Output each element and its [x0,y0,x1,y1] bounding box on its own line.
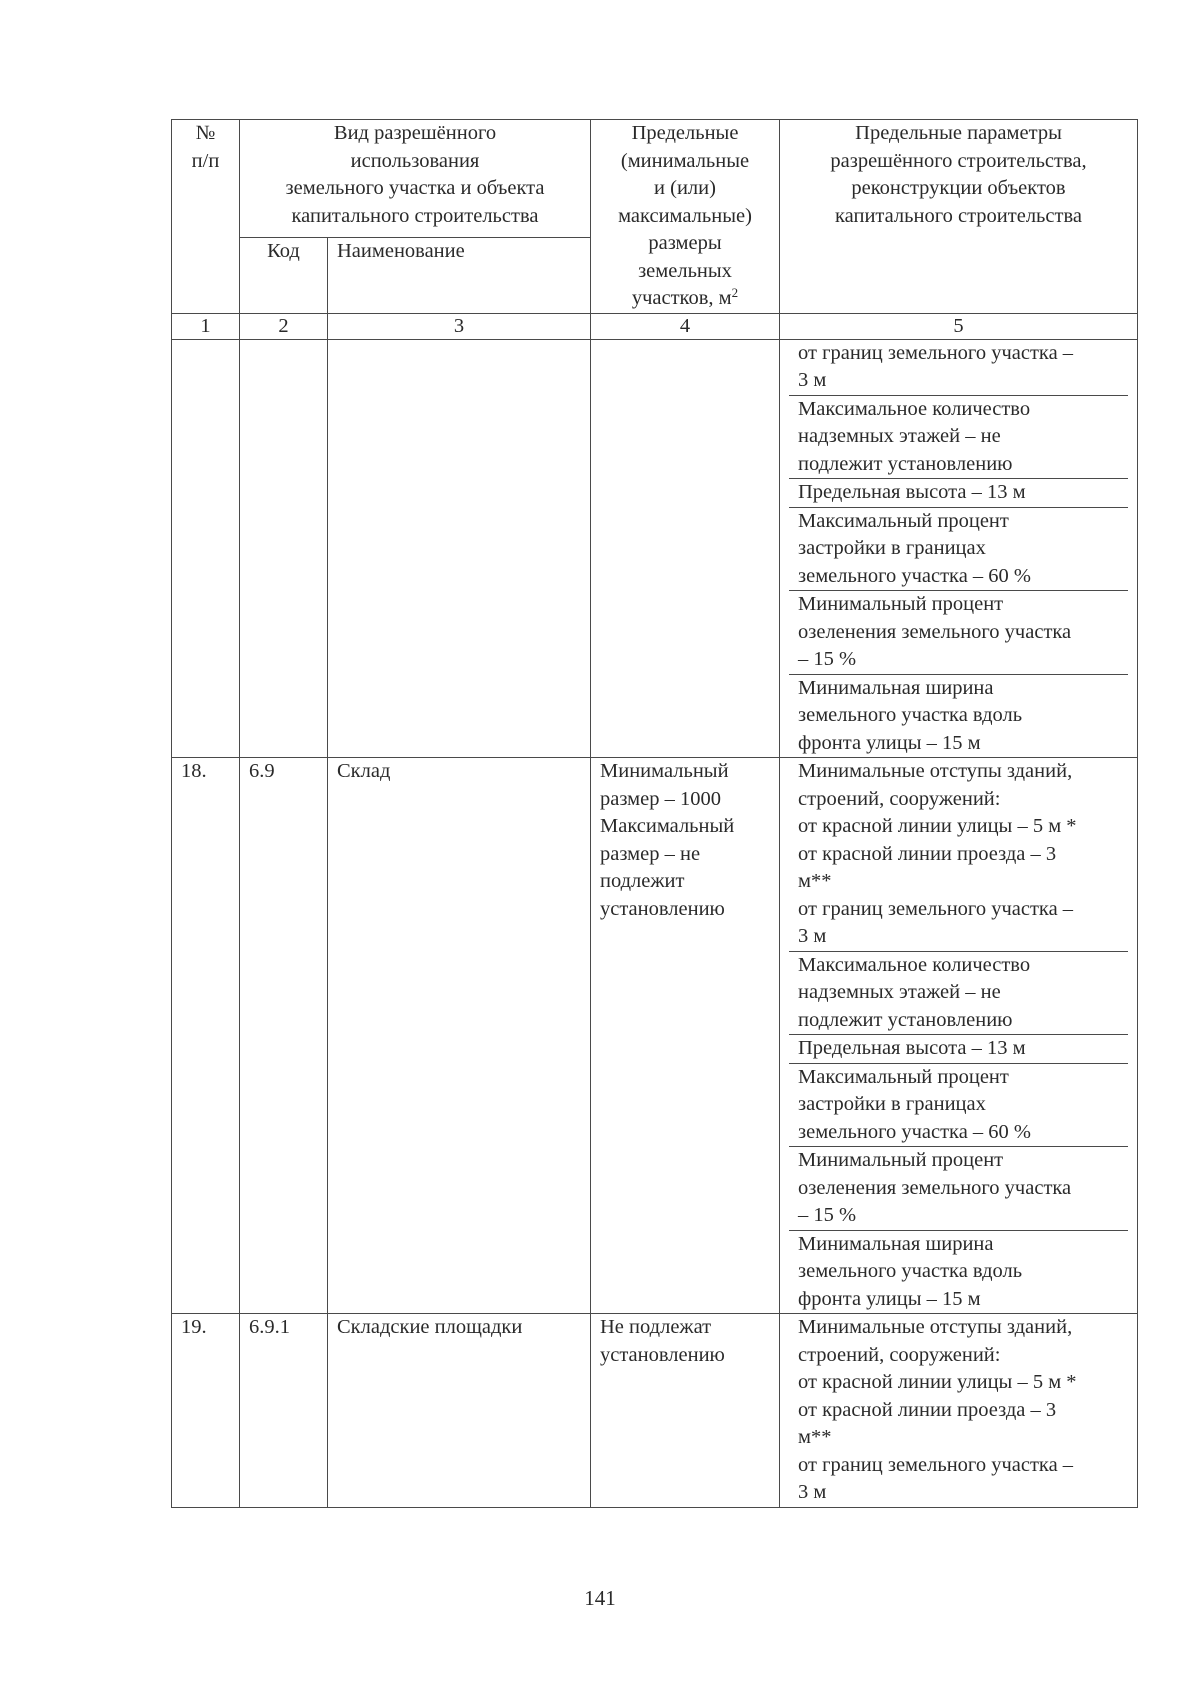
table-row [172,339,1138,758]
header-name: Наименование [328,238,591,314]
param-item: Минимальные отступы зданий, строений, сооружений: от красной линии улицы – 5 м * от красной линии проезда – 3 м** от границ земельного участка – 3 м [798,1316,1077,1503]
param-item: Максимальный процент застройки в границах земельного участка – 60 % [789,1064,1128,1148]
col-number: 3 [328,313,591,339]
row-name [328,339,591,758]
row-params [780,1314,1138,1508]
table-row [172,758,1138,1314]
row-name: Складские площадки [328,1314,591,1508]
param-item: Минимальный процент озеленения земельного участка – 15 % [789,1147,1128,1231]
header-plot-size: Предельные (минимальные и (или) максимальные) размеры земельных участков, $м^2$ [591,120,780,314]
header-number: № п/п [172,120,240,314]
col-number: 1 [172,313,240,339]
param-item: Предельная высота – 13 м [789,1035,1128,1064]
param-item: Минимальные отступы зданий, строений, сооружений: от красной линии улицы – 5 м * от красной линии проезда – 3 м** от границ земельного участка – 3 м [789,758,1128,952]
superscript-2: 2 [731,285,739,300]
param-item: Максимальное количество надземных этажей – не подлежит установлению [789,396,1128,480]
header-permitted-use: Вид разрешённого использования земельного участка и объекта капитального строительства [240,120,591,238]
param-item: Максимальное количество надземных этажей – не подлежит установлению [789,952,1128,1036]
row-code: 6.9 [240,758,328,1314]
row-size: Минимальный размер – 1000 Максимальный размер – не подлежит установлению [591,758,780,1314]
table-row [172,1314,1138,1508]
row-number: 18. [172,758,240,1314]
param-item: Предельная высота – 13 м [789,479,1128,508]
col-number: 2 [240,313,328,339]
row-size [591,339,780,758]
row-code [240,339,328,758]
row-params [780,758,1138,1314]
row-number [172,339,240,758]
param-item: Минимальный процент озеленения земельного участка – 15 % [789,591,1128,675]
param-item: от границ земельного участка – 3 м [789,340,1128,396]
row-size: Не подлежат установлению [591,1314,780,1508]
param-item: Минимальная ширина земельного участка вдоль фронта улицы – 15 м [798,1232,1023,1310]
page-number: 141 [584,1586,616,1610]
land-use-regulations-table [171,119,1138,1508]
col-number: 4 [591,313,780,339]
param-item: Минимальная ширина земельного участка вдоль фронта улицы – 15 м [798,676,1023,754]
header-code: Код [240,238,328,314]
row-params [780,339,1138,758]
row-code: 6.9.1 [240,1314,328,1508]
row-name: Склад [328,758,591,1314]
param-item: Максимальный процент застройки в границах земельного участка – 60 % [789,508,1128,592]
header-build-params: Предельные параметры разрешённого строительства, реконструкции объектов капитального строительства [780,120,1138,314]
col-number: 5 [780,313,1138,339]
row-number: 19. [172,1314,240,1508]
